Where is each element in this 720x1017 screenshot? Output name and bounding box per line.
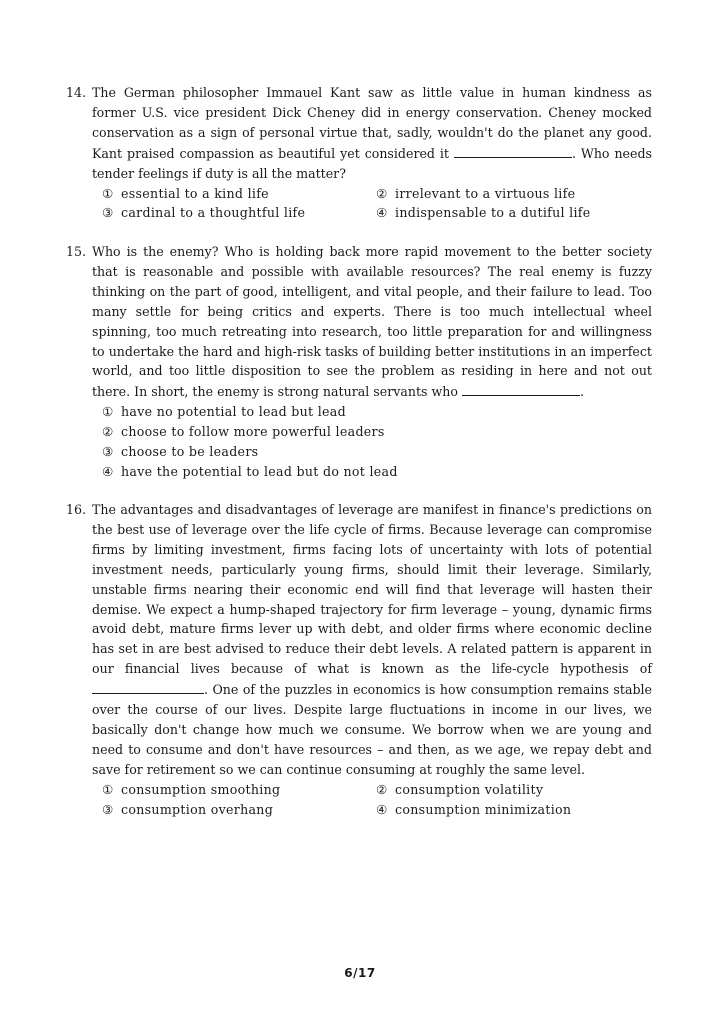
option-3[interactable]	[102, 442, 652, 462]
option-4[interactable]	[102, 462, 652, 482]
option-text: cardinal to a thoughtful life	[121, 205, 306, 221]
question-stem	[66, 83, 652, 184]
option-text: choose to follow more powerful leaders	[121, 424, 385, 440]
circled-number-2: ②	[376, 185, 388, 201]
circled-number-3: ③	[102, 205, 114, 221]
question-text-before-blank: The German philosopher Immauel Kant saw as little value in human kindness as former U.S. vice president Dick Cheney did in energy conservation. Cheney mocked conservation as a sign of personal virtue that, sadly, wouldn't do the planet any good. Kant praised compassion as beautiful yet considered it	[92, 85, 652, 161]
option-text: consumption smoothing	[121, 781, 281, 797]
option-text: have no potential to lead but lead	[121, 404, 346, 420]
option-3[interactable]	[102, 203, 376, 223]
answer-options	[66, 402, 652, 482]
option-text: consumption overhang	[121, 801, 274, 817]
question-14	[66, 83, 652, 223]
option-text: consumption minimization	[395, 801, 572, 817]
option-2[interactable]	[376, 780, 652, 800]
circled-number-1: ①	[102, 404, 114, 420]
answer-blank	[92, 679, 204, 694]
option-3[interactable]	[102, 800, 376, 820]
answer-options	[66, 184, 652, 224]
question-text-after-blank: . One of the puzzles in economics is how consumption remains stable over the course of our lives. Despite large fluctuations in income in our lives, we basically don't change how much we consume. We borrow when we are young and need to consume and don't have resources – and then, as we age, we repay debt and save for retirement so we can continue consuming at roughly the same level.	[92, 682, 652, 777]
option-1[interactable]	[102, 780, 376, 800]
circled-number-3: ③	[102, 801, 114, 817]
question-stem	[66, 242, 652, 402]
question-16	[66, 500, 652, 820]
circled-number-3: ③	[102, 444, 114, 460]
page-number: 6/17	[344, 966, 376, 980]
circled-number-4: ④	[376, 801, 388, 817]
circled-number-2: ②	[376, 781, 388, 797]
option-text: irrelevant to a virtuous life	[395, 185, 576, 201]
option-text: essential to a kind life	[121, 185, 269, 201]
circled-number-4: ④	[102, 463, 114, 479]
option-text: have the potential to lead but do not lead	[121, 463, 398, 479]
answer-blank	[454, 143, 572, 158]
option-4[interactable]	[376, 800, 652, 820]
option-text: consumption volatility	[395, 781, 544, 797]
option-1[interactable]	[102, 184, 376, 204]
answer-blank	[462, 381, 580, 396]
option-1[interactable]	[102, 402, 652, 422]
option-4[interactable]	[376, 203, 652, 223]
circled-number-4: ④	[376, 205, 388, 221]
circled-number-1: ①	[102, 185, 114, 201]
question-text-before-blank: Who is the enemy? Who is holding back more rapid movement to the better society that is reasonable and possible with available resources? The real enemy is fuzzy thinking on the part of good, intelligent, and vital people, and their failure to lead. Too many settle for being critics and experts. There is too much intellectual wheel spinning, too much retreating into research, too little preparation for and willingness to undertake the hard and high-risk tasks of building better institutions in an imperfect world, and too little disposition to see the problem as residing in here and not out there. In short, the enemy is strong natural servants who	[92, 244, 652, 400]
question-number: 14.	[66, 85, 87, 100]
option-2[interactable]	[102, 422, 652, 442]
option-2[interactable]	[376, 184, 652, 204]
question-15	[66, 242, 652, 482]
circled-number-1: ①	[102, 781, 114, 797]
circled-number-2: ②	[102, 424, 114, 440]
question-number: 16.	[66, 502, 87, 517]
question-text-after-blank: .	[579, 384, 584, 400]
question-number: 15.	[66, 244, 87, 259]
question-stem	[66, 500, 652, 780]
question-text-after-blank: . Who needs tender feelings if duty is all the matter?	[92, 145, 652, 181]
option-text: indispensable to a dutiful life	[395, 205, 591, 221]
question-text-before-blank: The advantages and disadvantages of leverage are manifest in finance's predictions on the best use of leverage over the life cycle of firms. Because leverage can compromise firms by limiting investment, firms facing lots of uncertainty with lots of potential investment needs, particularly young firms, should limit their leverage. Similarly, unstable firms nearing their economic end will find that leverage will hasten their demise. We expect a hump-shaped trajectory for firm leverage – young, dynamic firms avoid debt, mature firms lever up with debt, and older firms where economic decline has set in are best advised to reduce their debt levels. A related pattern is apparent in our financial lives because of what is known as the life-cycle hypothesis of	[92, 502, 652, 677]
answer-options	[66, 780, 652, 820]
option-text: choose to be leaders	[121, 444, 259, 460]
